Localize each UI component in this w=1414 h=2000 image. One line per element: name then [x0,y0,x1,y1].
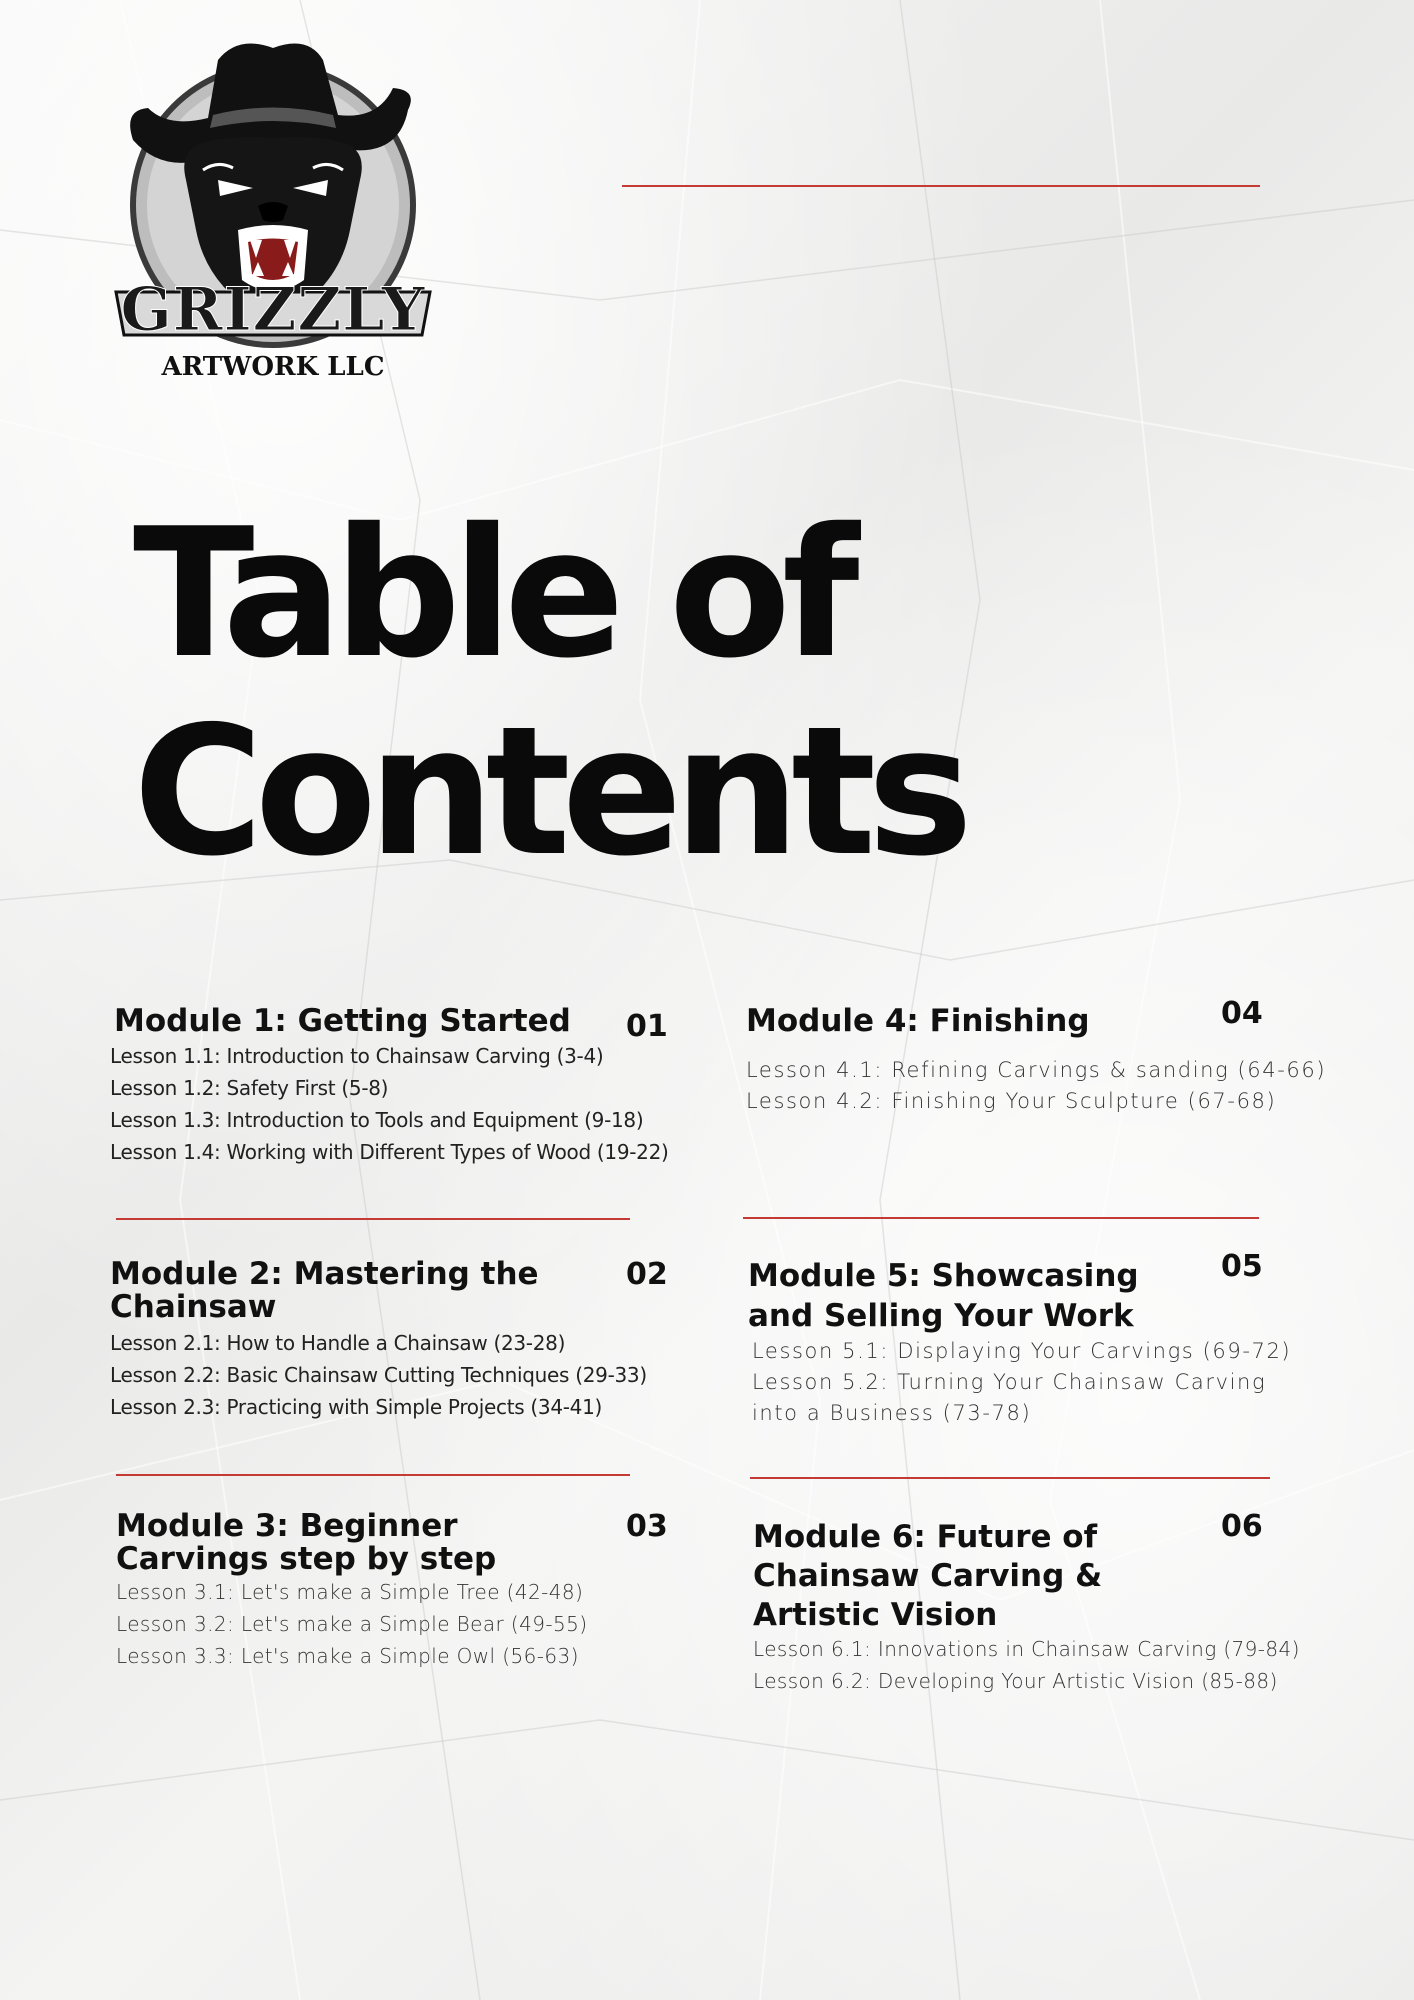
lesson-item: Lesson 2.1: How to Handle a Chainsaw (23-28) [110,1331,566,1355]
lesson-list [746,1055,1366,1117]
module-title: Module 4: Finishing [746,1003,1090,1039]
lesson-item: Lesson 5.1: Displaying Your Carvings (69-72) [752,1339,1292,1363]
lesson-item: Lesson 2.2: Basic Chainsaw Cutting Techniques (29-33) [110,1363,647,1387]
module-number: 06 [1221,1509,1263,1544]
module-title: Module 2: Mastering the Chainsaw [110,1256,539,1325]
lesson-item: Lesson 1.2: Safety First (5-8) [110,1076,389,1100]
lesson-item: Lesson 6.2: Developing Your Artistic Vision (85-88) [753,1669,1278,1693]
module-divider-rule [116,1474,630,1476]
svg-text:GRIZZLY: GRIZZLY [120,275,426,345]
lesson-item: Lesson 2.3: Practicing with Simple Projects (34-41) [110,1395,603,1419]
module-number: 02 [626,1257,668,1292]
module-title: Module 5: Showcasing and Selling Your Work [748,1258,1139,1334]
svg-text:ARTWORK LLC: ARTWORK LLC [161,352,385,382]
module-5 [748,1249,1368,1429]
lesson-item: Lesson 1.4: Working with Different Types of Wood (19-22) [110,1140,669,1164]
lesson-item: Lesson 3.1: Let's make a Simple Tree (42-48) [116,1580,584,1604]
lesson-item: Lesson 4.2: Finishing Your Sculpture (67-68) [746,1089,1277,1113]
page-title [133,490,965,895]
page-title-line-1: Table of [133,490,851,697]
module-divider-rule [116,1218,630,1220]
module-1 [110,1005,720,1168]
lesson-item: Lesson 1.3: Introduction to Tools and Equipment (9-18) [110,1108,644,1132]
module-number: 04 [1221,996,1263,1031]
lesson-item: Lesson 5.2: Turning Your Chainsaw Carving [752,1370,1267,1394]
lesson-list [748,1336,1368,1429]
lesson-item: into a Business (73-78) [752,1401,1032,1425]
module-3 [116,1510,726,1672]
lesson-item: Lesson 4.1: Refining Carvings & sanding (64-66) [746,1058,1327,1082]
module-4 [746,996,1366,1117]
lesson-item: Lesson 3.2: Let's make a Simple Bear (49-55) [116,1612,588,1636]
lesson-list [753,1633,1373,1697]
lesson-list [116,1576,726,1672]
page-title-line-2: Contents [133,688,965,895]
lesson-item: Lesson 3.3: Let's make a Simple Owl (56-63) [116,1644,579,1668]
module-number: 01 [626,1009,668,1044]
module-title: Module 1: Getting Started [114,1003,571,1039]
module-title: Module 6: Future of Chainsaw Carving & Artistic Vision [753,1519,1103,1633]
lesson-list [110,1040,720,1168]
lesson-item: Lesson 6.1: Innovations in Chainsaw Carving (79-84) [753,1637,1300,1661]
module-2 [110,1258,720,1423]
module-divider-rule [743,1217,1259,1219]
module-number: 05 [1221,1249,1263,1284]
grizzly-bear-cowboy-hat-icon [108,30,438,385]
lesson-item: Lesson 1.1: Introduction to Chainsaw Carving (3-4) [110,1044,604,1068]
module-number: 03 [626,1509,668,1544]
module-divider-rule [750,1477,1270,1479]
lesson-list [110,1327,720,1423]
header-divider-rule [622,185,1260,187]
module-6 [753,1509,1373,1697]
module-title: Module 3: Beginner Carvings step by step [116,1508,497,1577]
grizzly-artwork-logo [108,30,438,385]
